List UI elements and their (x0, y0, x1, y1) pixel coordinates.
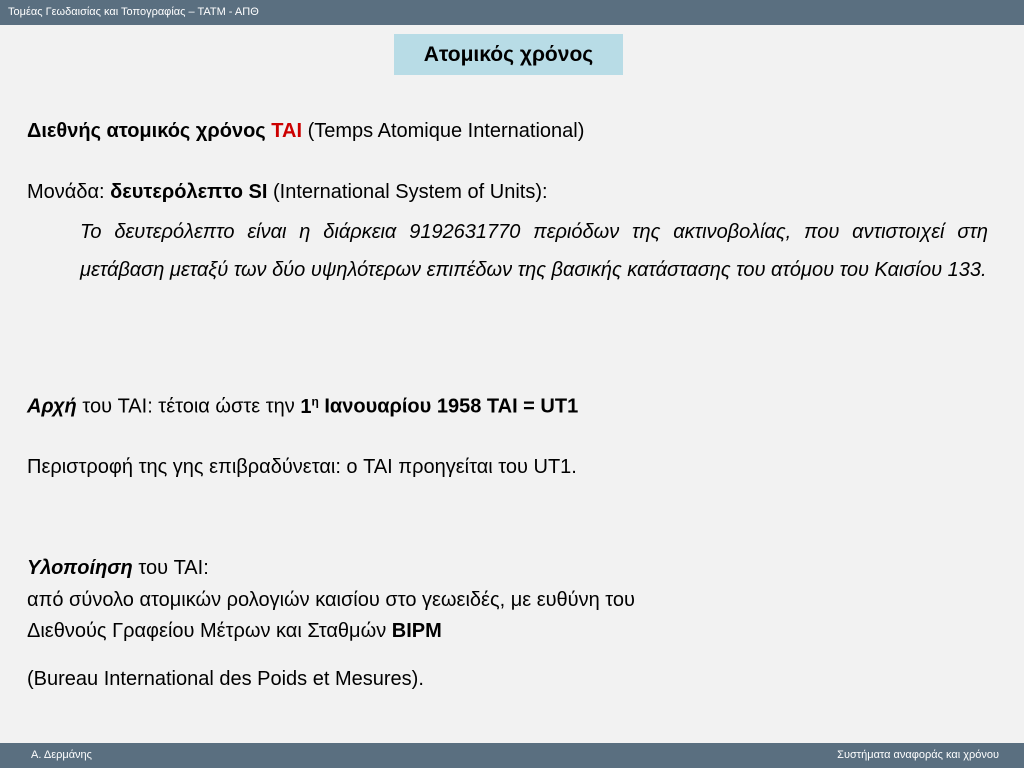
footer-author: Α. Δερμάνης (31, 749, 92, 761)
unit-line (27, 181, 548, 204)
rotation-line: Περιστροφή της γης επιβραδύνεται: ο TAI προηγείται του UT1. (27, 456, 577, 478)
implementation-line-2: από σύνολο ατομικών ρολογιών καισίου στο γεωειδές, με ευθύνη του (27, 589, 635, 611)
origin-text: του TAI: τέτοια ώστε την (82, 395, 295, 418)
header-text: Τομέας Γεωδαισίας και Τοπογραφίας – ΤΑΤΜ - ΑΠΘ (8, 6, 259, 18)
origin-day: $1^\eta$ (300, 394, 319, 418)
tai-paren: (Temps Atomique International) (307, 120, 585, 142)
unit-prefix: Μονάδα: (27, 181, 105, 203)
implementation-line (27, 557, 209, 580)
tai-line (27, 120, 584, 143)
implementation-text: του TAI: (138, 557, 209, 579)
header-bar (0, 0, 1024, 25)
slide-title: Ατομικός χρόνος (394, 34, 623, 75)
tai-label: Διεθνής ατομικός χρόνος (27, 120, 266, 142)
implementation-label: Υλοποίηση (27, 557, 133, 579)
origin-label: Αρχή (27, 395, 77, 418)
unit-paren: (International System of Units): (272, 181, 548, 203)
origin-line (27, 394, 578, 419)
implementation-line-3: Διεθνούς Γραφείου Μέτρων και Σταθμών BIPM (27, 620, 442, 642)
bipm: BIPM (391, 620, 442, 642)
footer-bar (0, 743, 1024, 768)
unit-bold: δευτερόλεπτο SI (110, 181, 268, 203)
second-definition: Το δευτερόλεπτο είναι η διάρκεια 9192631770 περιόδων της ακτινοβολίας, που αντιστοιχεί στη μετάβαση μεταξύ των δύο υψηλότερων επιπέδων της βασικής κατάστασης του ατόμου του Καισίου 133. (80, 221, 988, 281)
tai-acronym: TAI (271, 120, 303, 142)
origin-date: Ιανουαρίου 1958 TAI = UT1 (324, 395, 579, 418)
bipm-full-name: (Bureau International des Poids et Mesures). (27, 668, 424, 690)
footer-course: Συστήματα αναφοράς και χρόνου (837, 749, 999, 761)
